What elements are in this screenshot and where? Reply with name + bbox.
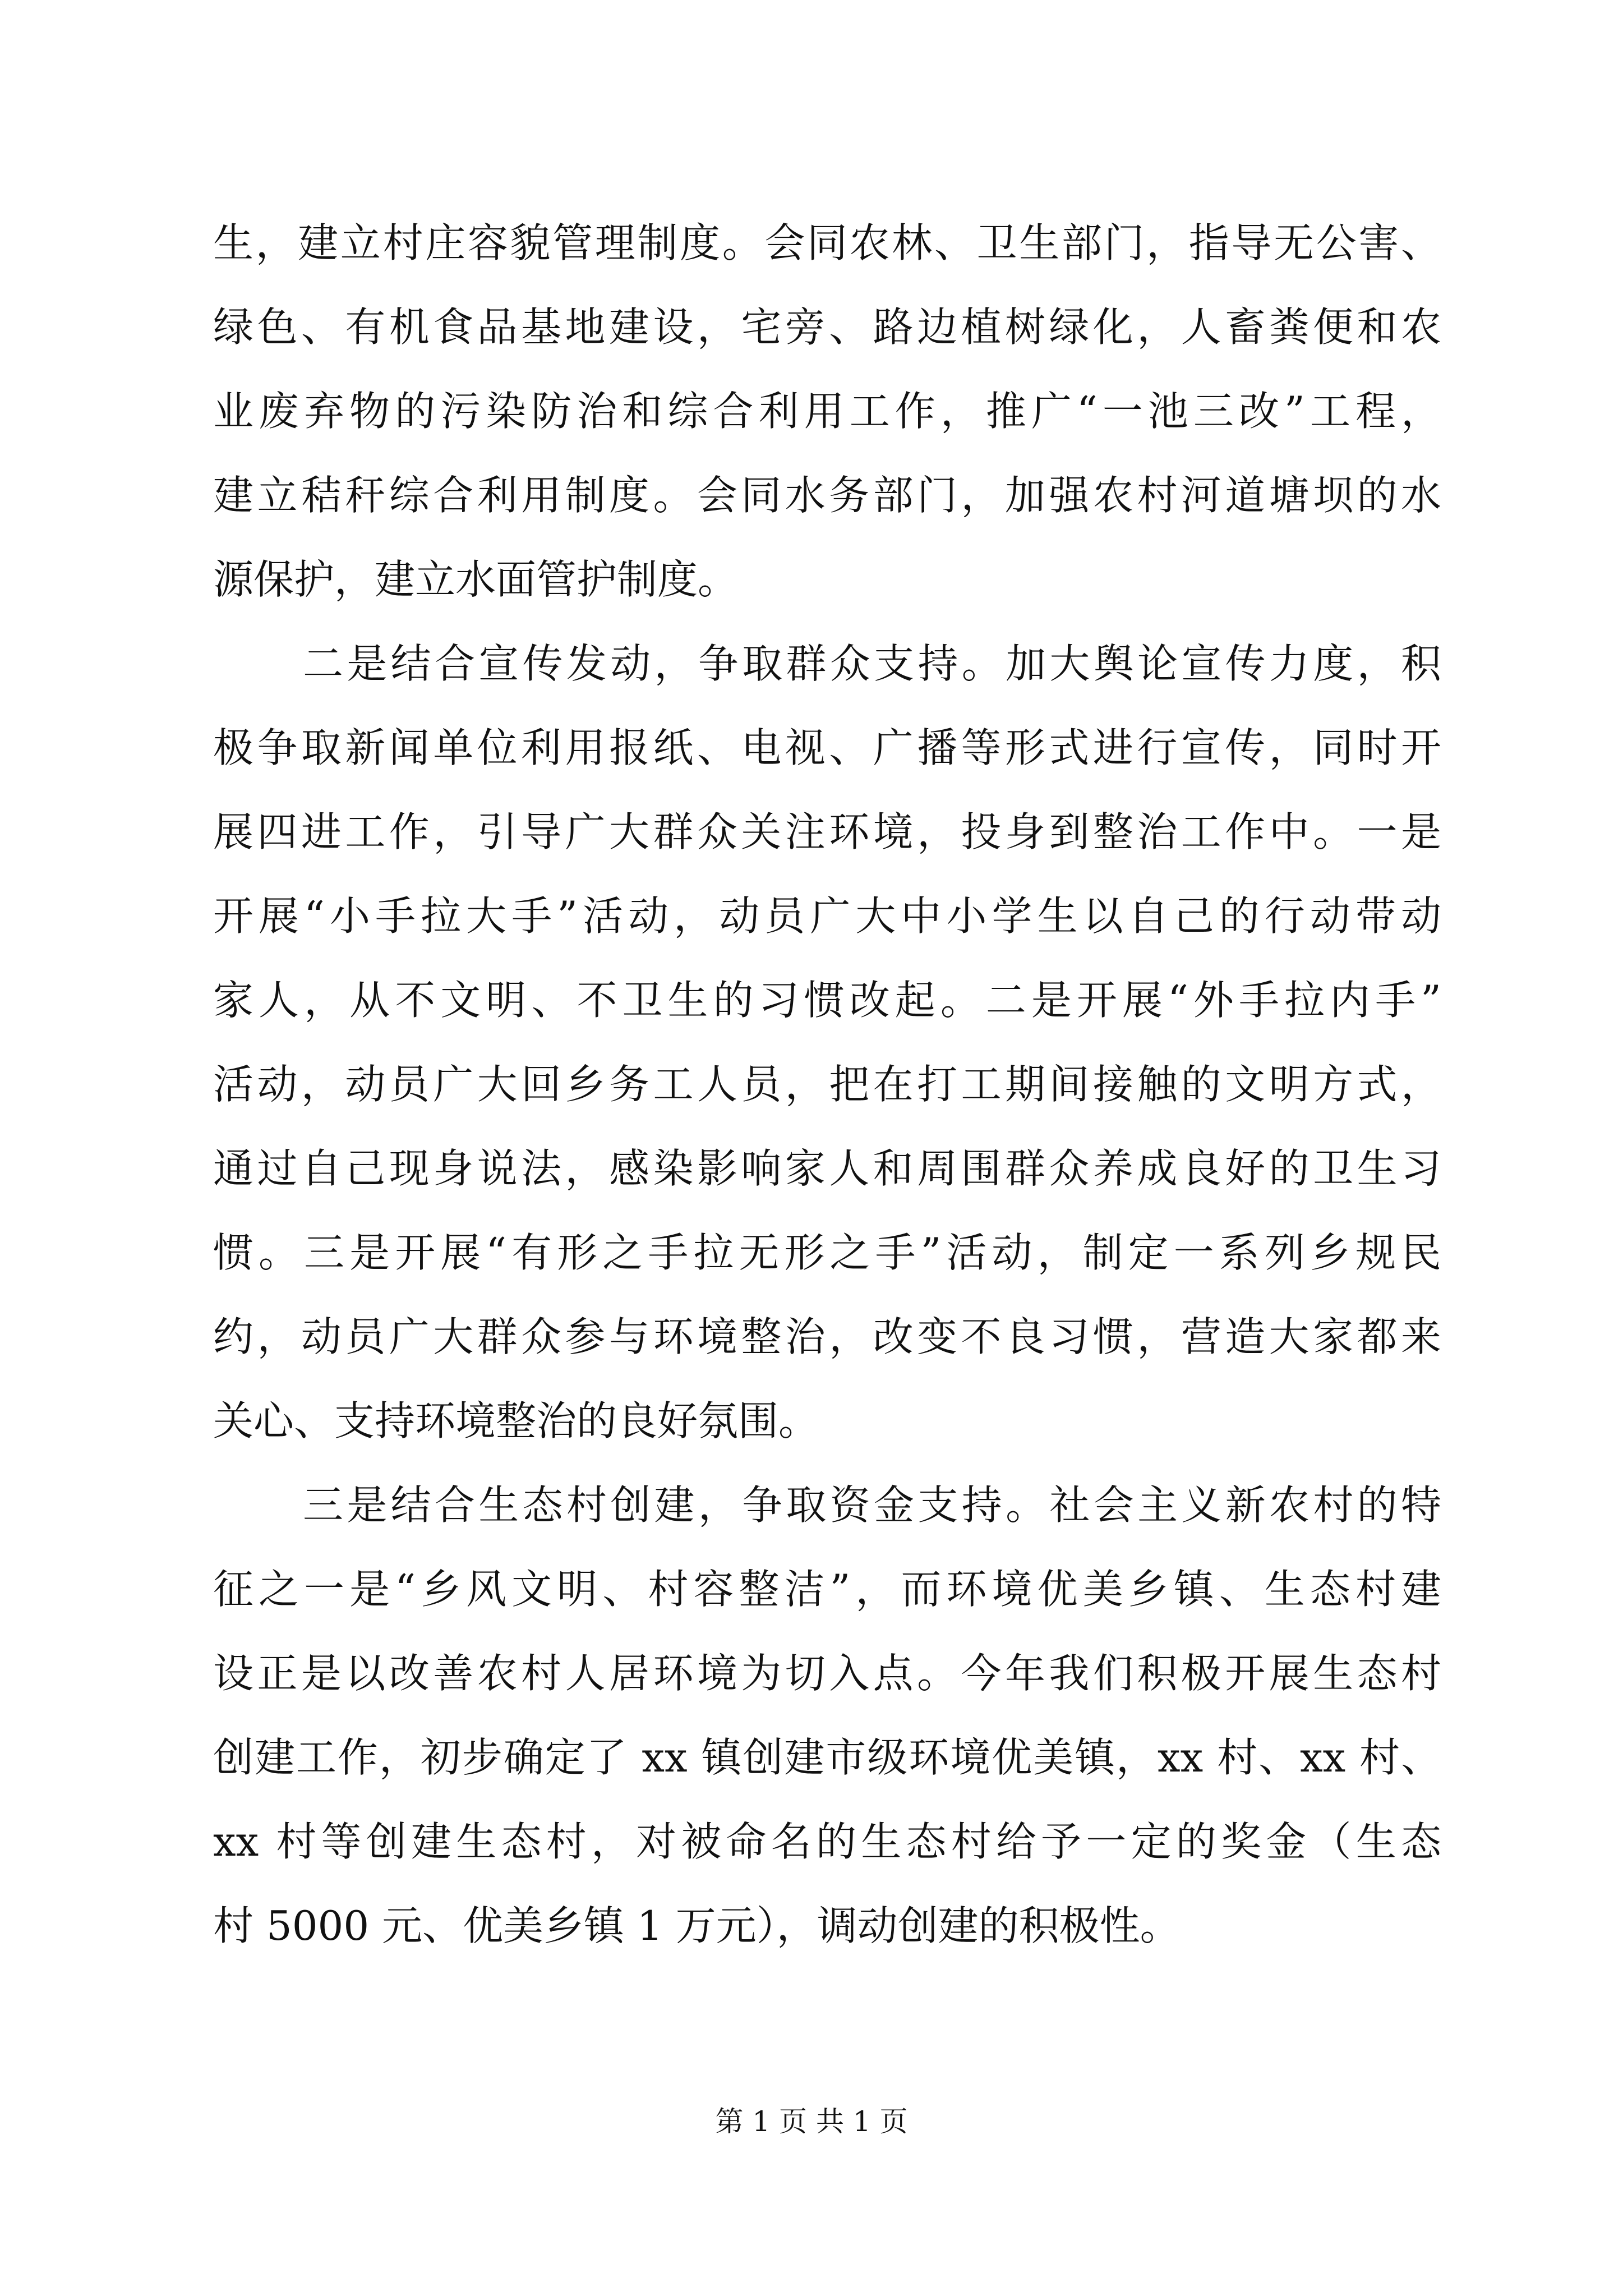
text-line: 村 5000 元、优美乡镇 1 万元），调动创建的积极性。 [213, 1902, 1181, 1949]
document-body [213, 201, 1441, 1968]
text-line: 二是结合宣传发动，争取群众支持。加大舆论宣传力度，积 [303, 640, 1441, 687]
text-line: 惯。三是开展“有形之手拉无形之手”活动，制定一系列乡规民 [213, 1229, 1441, 1276]
text-line: 创建工作，初步确定了 xx 镇创建市级环境优美镇，xx 村、xx 村、 [213, 1734, 1441, 1781]
text-line: 建立秸秆综合利用制度。会同水务部门，加强农村河道塘坝的水 [213, 472, 1441, 519]
text-line: 三是结合生态村创建，争取资金支持。社会主义新农村的特 [303, 1481, 1441, 1529]
text-line: 绿色、有机食品基地建设，宅旁、路边植树绿化，人畜粪便和农 [213, 303, 1441, 351]
text-line: xx 村等创建生态村，对被命名的生态村给予一定的奖金（生态 [213, 1818, 1441, 1865]
text-line: 极争取新闻单位利用报纸、电视、广播等形式进行宣传，同时开 [213, 724, 1441, 771]
text-line: 约，动员广大群众参与环境整治，改变不良习惯，营造大家都来 [213, 1313, 1441, 1360]
text-line: 关心、支持环境整治的良好氛围。 [213, 1397, 819, 1444]
text-line: 开展“小手拉大手”活动，动员广大中小学生以自己的行动带动 [213, 892, 1441, 940]
text-line: 征之一是“乡风文明、村容整洁”，而环境优美乡镇、生态村建 [213, 1566, 1441, 1613]
text-line: 源保护，建立水面管护制度。 [213, 556, 739, 603]
text-line: 活动，动员广大回乡务工人员，把在打工期间接触的文明方式， [213, 1061, 1441, 1108]
text-line: 通过自己现身说法，感染影响家人和周围群众养成良好的卫生习 [213, 1145, 1441, 1192]
text-line: 设正是以改善农村人居环境为切入点。今年我们积极开展生态村 [213, 1650, 1441, 1697]
text-line: 生，建立村庄容貌管理制度。会同农林、卫生部门，指导无公害、 [213, 219, 1441, 266]
page-number-footer: 第 1 页 共 1 页 [715, 2105, 908, 2138]
text-line: 展四进工作，引导广大群众关注环境，投身到整治工作中。一是 [213, 808, 1441, 855]
text-line: 业废弃物的污染防治和综合利用工作，推广“一池三改”工程， [213, 388, 1441, 435]
text-line: 家人，从不文明、不卫生的习惯改起。二是开展“外手拉内手” [213, 977, 1441, 1024]
